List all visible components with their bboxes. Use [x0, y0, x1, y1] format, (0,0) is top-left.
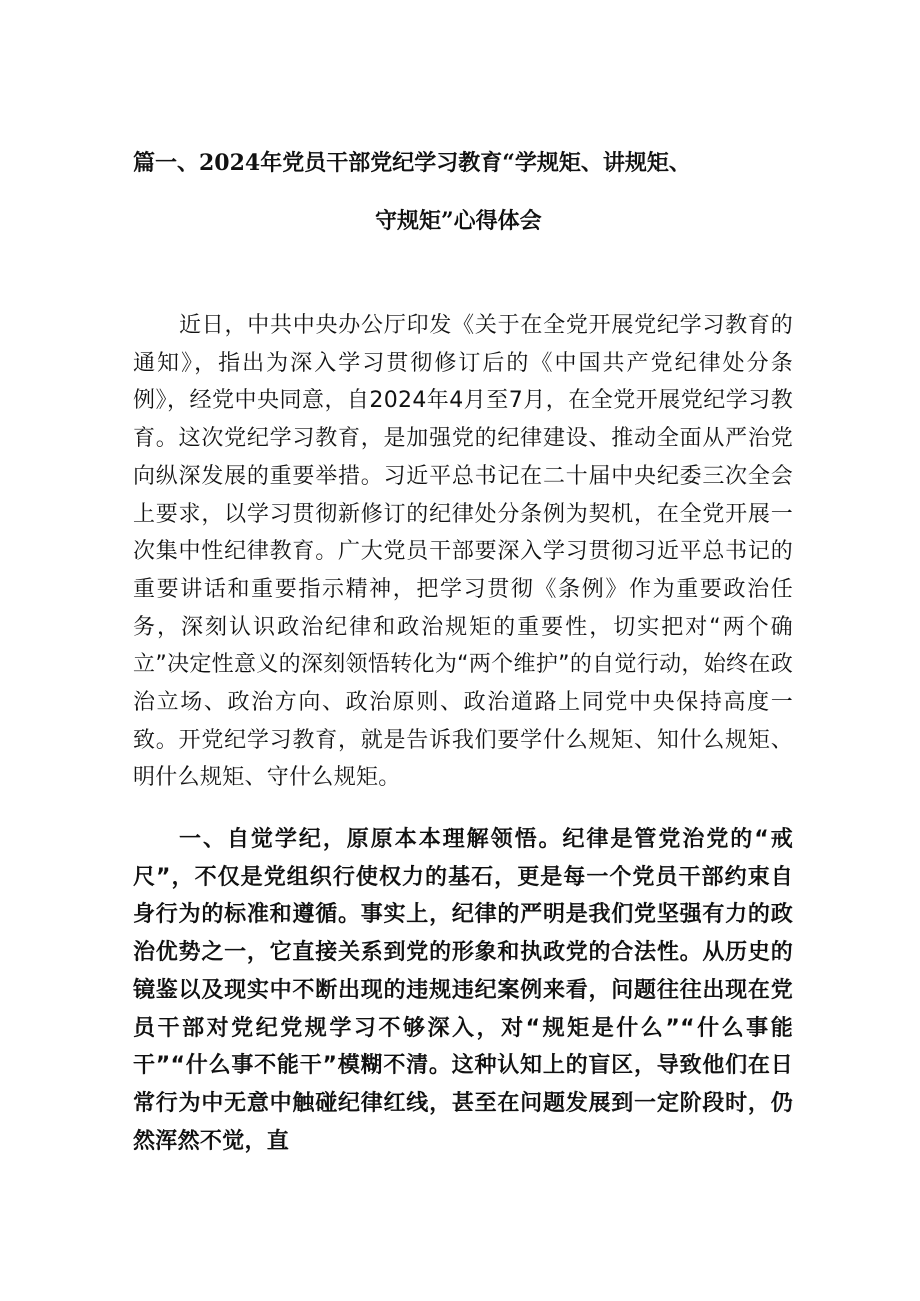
document-title-line-1: 篇一、2024年党员干部党纪学习教育“学规矩、讲规矩、 [133, 150, 691, 176]
document-title-line-2: 守规矩”心得体会 [375, 208, 542, 234]
body-paragraph-section-one: 一、自觉学纪，原原本本理解领悟。纪律是管党治党的“戒尺”，不仅是党组织行使权力的基石，更是每一个党员干部约束自身行为的标准和遵循。事实上，纪律的严明是我们党坚强有力的政治优势之一，它直接关系到党的形象和执政党的合法性。从历史的镜鉴以及现实中不断出现的违规违纪案例来看，问题往往出现在党员干部对党纪党规学习不够深入，对“规矩是什么”“什么事能干”“什么事不能干”模糊不清。这种认知上的盲区，导致他们在日常行为中无意中触碰纪律红线，甚至在问题发展到一定阶段时，仍然浑然不觉，直 [133, 827, 793, 1154]
body-paragraph-intro: 近日，中共中央办公厅印发《关于在全党开展党纪学习教育的通知》，指出为深入学习贯彻修订后的《中国共产党纪律处分条例》，经党中央同意，自2024年4月至7月，在全党开展党纪学习教育。这次党纪学习教育，是加强党的纪律建设、推动全面从严治党向纵深发展的重要举措。习近平总书记在二十届中央纪委三次全会上要求，以学习贯彻新修订的纪律处分条例为契机，在全党开展一次集中性纪律教育。广大党员干部要深入学习贯彻习近平总书记的重要讲话和重要指示精神，把学习贯彻《条例》作为重要政治任务，深刻认识政治纪律和政治规矩的重要性，切实把对“两个确立”决定性意义的深刻领悟转化为“两个维护”的自觉行动，始终在政治立场、政治方向、政治原则、政治道路上同党中央保持高度一致。开党纪学习教育，就是告诉我们要学什么规矩、知什么规矩、明什么规矩、守什么规矩。 [133, 313, 793, 791]
